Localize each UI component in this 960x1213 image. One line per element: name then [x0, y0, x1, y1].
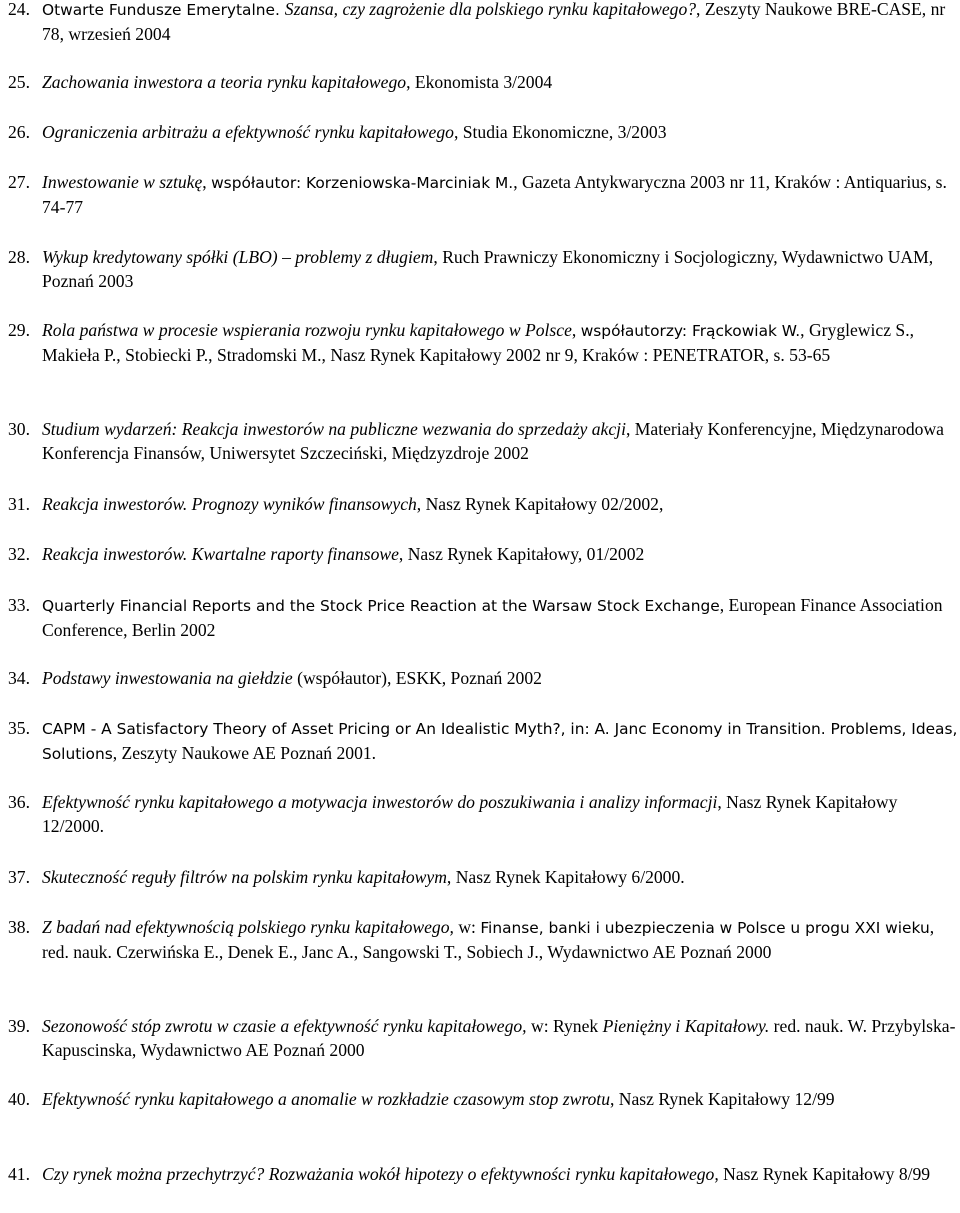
- entry-source: , Zeszyty Naukowe AE Poznań 2001.: [112, 743, 377, 763]
- entry-text: [42, 716, 958, 766]
- bibliography-entry-33: [8, 593, 958, 642]
- entry-separator: w:: [453, 917, 481, 937]
- bibliography-entry-41: [8, 1162, 958, 1186]
- bibliography-entry-27: [8, 170, 958, 219]
- bibliography-entry-31: [8, 492, 958, 516]
- entry-source: , Gryglewicz S., Makieła P., Stobiecki P., Stradomski M., Nasz Rynek Kapitałowy 2002 nr 9, Kraków : PENETRATOR, s. 53-65: [42, 320, 915, 365]
- entry-title: Skuteczność reguły filtrów na polskim rynku kapitałowym: [42, 867, 447, 887]
- entry-title: Wykup kredytowany spółki (LBO) – problemy z długiem: [42, 247, 434, 267]
- entry-title: Inwestowanie w sztukę: [42, 172, 203, 192]
- entry-text: [42, 318, 958, 367]
- bibliography-entry-32: [8, 542, 958, 566]
- entry-source: Nasz Rynek Kapitałowy 8/99: [718, 1164, 931, 1184]
- entry-number: 25.: [8, 72, 30, 92]
- entry-number: 35.: [8, 718, 30, 738]
- entry-number: 27.: [8, 172, 30, 192]
- entry-text: [42, 1087, 958, 1111]
- entry-text: [42, 245, 958, 293]
- entry-number: 37.: [8, 867, 30, 887]
- entry-book-title: Finanse, banki i ubezpieczenia w Polsce u progu XXI wieku: [480, 919, 930, 937]
- entry-title: Studium wydarzeń: Reakcja inwestorów na publiczne wezwania do sprzedaży akcji: [42, 419, 626, 439]
- entry-text: [42, 593, 958, 642]
- bibliography-entry-37: [8, 865, 958, 889]
- entry-title: Quarterly Financial Reports and the Stock Price Reaction at the Warsaw Stock Exchange: [42, 597, 720, 615]
- bibliography-entry-38: [8, 915, 958, 964]
- entry-source: , European Finance Association Conference, Berlin 2002: [42, 595, 943, 640]
- bibliography-entry-28: [8, 245, 958, 293]
- entry-text: [42, 492, 958, 516]
- entry-number: 39.: [8, 1016, 30, 1036]
- bibliography-entry-26: [8, 120, 958, 144]
- entry-number: 26.: [8, 122, 30, 142]
- bibliography-entry-25: [8, 70, 958, 94]
- entry-source: , Nasz Rynek Kapitałowy 02/2002,: [416, 494, 664, 514]
- entry-title: Sezonowość stóp zwrotu w czasie a efektywność rynku kapitałowego,: [42, 1016, 527, 1036]
- entry-source: , Nasz Rynek Kapitałowy 12/2000.: [42, 792, 898, 836]
- entry-text: [42, 1162, 958, 1186]
- entry-title: Ograniczenia arbitrażu a efektywność rynku kapitałowego: [42, 122, 454, 142]
- entry-separator: w: Rynek: [526, 1016, 603, 1036]
- entry-title: Zachowania inwestora a teoria rynku kapitałowego: [42, 72, 407, 92]
- entry-source: , Materiały Konferencyjne, Międzynarodowa Konferencja Finansów, Uniwersytet Szczeciński, Międzyzdroje 2002: [42, 419, 944, 463]
- entry-title: Efektywność rynku kapitałowego a anomalie w rozkładzie czasowym stop zwrotu: [42, 1089, 610, 1109]
- entry-text: [42, 70, 958, 94]
- entry-title: Szansa, czy zagrożenie dla polskiego rynku kapitałowego?: [284, 0, 697, 19]
- entry-number: 36.: [8, 792, 30, 812]
- entry-number: 34.: [8, 668, 30, 688]
- bibliography-entry-30: [8, 417, 958, 465]
- bibliography-entry-29: [8, 318, 958, 367]
- entry-text: [42, 1014, 958, 1062]
- entry-title: Z badań nad efektywnością polskiego rynku kapitałowego,: [42, 917, 454, 937]
- entry-title: Rola państwa w procesie wspierania rozwoju rynku kapitałowego w Polsce: [42, 320, 572, 340]
- entry-number: 30.: [8, 419, 30, 439]
- entry-source: , Nasz Rynek Kapitałowy 12/99: [610, 1089, 835, 1109]
- entry-title: Reakcja inwestorów. Prognozy wyników finansowych: [42, 494, 417, 514]
- entry-coauthors: współautorzy: Frąckowiak W.: [580, 322, 801, 340]
- entry-separator: ,: [571, 320, 581, 340]
- entry-title: Reakcja inwestorów. Kwartalne raporty finansowe: [42, 544, 399, 564]
- entry-source: , Gazeta Antykwaryczna 2003 nr 11, Kraków : Antiquarius, s. 74-77: [42, 172, 947, 217]
- entry-separator: ,: [202, 172, 212, 192]
- entry-text: [42, 417, 958, 465]
- entry-source: , Studia Ekonomiczne, 3/2003: [453, 122, 667, 142]
- entry-source: , Nasz Rynek Kapitałowy 6/2000.: [446, 867, 685, 887]
- entry-source: , Zeszyty Naukowe BRE-CASE, nr 78, wrzesień 2004: [42, 0, 946, 44]
- entry-title: Podstawy inwestowania na giełdzie: [42, 668, 293, 688]
- entry-source: , red. nauk. Czerwińska E., Denek E., Janc A., Sangowski T., Sobiech J., Wydawnictwo AE Poznań 2000: [42, 917, 935, 962]
- entry-source: (współautor), ESKK, Poznań 2002: [292, 668, 542, 688]
- entry-number: 24.: [8, 0, 30, 19]
- bibliography-entry-24: [8, 0, 958, 46]
- entry-text: [42, 790, 958, 838]
- bibliography-entry-39: [8, 1014, 958, 1062]
- entry-text: [42, 915, 958, 964]
- bibliography-entry-40: [8, 1087, 958, 1111]
- entry-text: [42, 0, 958, 46]
- entry-text: [42, 865, 958, 889]
- entry-source: , Ekonomista 3/2004: [406, 72, 553, 92]
- entry-number: 41.: [8, 1164, 30, 1184]
- entry-title: CAPM - A Satisfactory Theory of Asset Pricing or An Idealistic Myth?, in: A. Janc Economy in Transition. Problems, Ideas, Solutions: [42, 720, 958, 763]
- entry-number: 31.: [8, 494, 30, 514]
- entry-text: [42, 120, 958, 144]
- entry-number: 40.: [8, 1089, 30, 1109]
- entry-number: 28.: [8, 247, 30, 267]
- entry-source: , Ruch Prawniczy Ekonomiczny i Socjologiczny, Wydawnictwo UAM, Poznań 2003: [42, 247, 934, 291]
- entry-number: 32.: [8, 544, 30, 564]
- entry-number: 29.: [8, 320, 30, 340]
- entry-source: red. nauk. W. Przybylska-Kapuscinska, Wydawnictwo AE Poznań 2000: [42, 1016, 956, 1060]
- entry-text: [42, 170, 958, 219]
- entry-source: , Nasz Rynek Kapitałowy, 01/2002: [398, 544, 645, 564]
- entry-number: 38.: [8, 917, 30, 937]
- entry-title-part: Otwarte Fundusze Emerytalne.: [42, 1, 285, 19]
- entry-title: Czy rynek można przechytrzyć? Rozważania wokół hipotezy o efektywności rynku kapitałowego,: [42, 1164, 719, 1184]
- entry-number: 33.: [8, 595, 30, 615]
- entry-text: [42, 542, 958, 566]
- bibliography-entry-35: [8, 716, 958, 766]
- entry-title: Efektywność rynku kapitałowego a motywacja inwestorów do poszukiwania i analizy informacji: [42, 792, 718, 812]
- entry-coauthor: współautor: Korzeniowska-Marciniak M.: [211, 174, 514, 192]
- entry-book-title: Pieniężny i Kapitałowy.: [602, 1016, 770, 1036]
- entry-text: [42, 666, 958, 690]
- bibliography-entry-36: [8, 790, 958, 838]
- bibliography-entry-34: [8, 666, 958, 690]
